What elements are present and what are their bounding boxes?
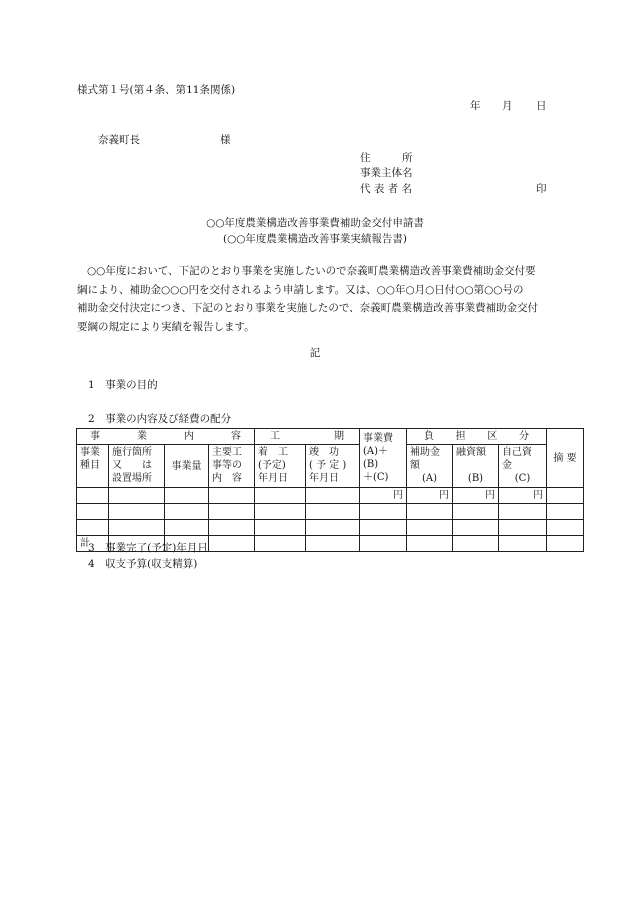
ki-heading: 記: [309, 347, 321, 359]
seal-mark: 印: [536, 183, 547, 195]
body-line: 補助金交付決定につき、下記のとおり事業を実施したので、奈義町農業構造改善事業費補助金交付: [77, 302, 539, 314]
body-line: 綱により、補助金○○○円を交付されるよう申請します。又は、○○年○月○日付○○第○○号の: [77, 283, 524, 296]
body-line: ○○年度において、下記のとおり事業を実施したいので奈義町農業構造改善事業費補助金交付要: [87, 265, 536, 277]
body-paragraph: [77, 262, 562, 336]
unit-cell: 円: [453, 488, 499, 504]
header-naiyou: 主要工 事等の 内 容: [209, 445, 255, 488]
unit-cell: 円: [407, 488, 453, 504]
header-jiko: 自己資 金 (C): [499, 445, 547, 488]
applicant-rep-label: 代 表 者 名: [360, 183, 413, 195]
expense-table: [76, 428, 584, 552]
date-day: 日: [536, 100, 547, 112]
body-line: 要綱の規定により実績を報告します。: [77, 320, 255, 333]
date-month: 月: [502, 100, 513, 112]
document-subtitle: (○○年度農業構造改善事業実績報告書): [222, 233, 408, 245]
header-tekiyou: 摘 要: [547, 429, 584, 488]
total-label: 計: [77, 536, 109, 552]
applicant-address-label: 住 所: [360, 152, 413, 164]
item-4: 4 収支予算(収支精算): [88, 558, 198, 570]
document-title: ○○年度農業構造改善事業費補助金交付申請書: [206, 217, 424, 229]
table-row: [77, 504, 584, 520]
date-year: 年: [470, 100, 481, 112]
header-ryou: 事業量: [165, 445, 209, 488]
header-shumoku: 事業 種目: [77, 445, 109, 488]
header-shunkou: 竣 功 ( 予 定 ) 年月日: [306, 445, 360, 488]
item-3: 3 事業完了(予定)年月日: [88, 542, 208, 554]
header-basho: 施行箇所 又 は 設置場所: [109, 445, 165, 488]
unit-cell: 円: [360, 488, 407, 504]
item-2: 2 事業の内容及び経費の配分: [88, 413, 232, 425]
addressee-honorific: 様: [220, 134, 231, 146]
item-1: 1 事業の目的: [88, 379, 158, 391]
form-label: 様式第１号(第４条、第11条関係): [77, 84, 236, 96]
header-hojo: 補助金 額 (A): [407, 445, 453, 488]
header-chakko: 着 工 (予定) 年月日: [255, 445, 306, 488]
header-yuushi: 融資額 (B): [453, 445, 499, 488]
table-row: [77, 488, 584, 504]
group-header-naiyou: 事 業 内 容: [77, 429, 255, 445]
addressee-name: 奈義町長: [98, 134, 140, 146]
header-jigyouhi: 事業費 (A)＋(B) ＋(C): [360, 429, 407, 488]
unit-cell: 円: [499, 488, 547, 504]
group-header-kouki: 工 期: [255, 429, 360, 445]
table-row: [77, 520, 584, 536]
group-header-futan: 負 担 区 分: [407, 429, 547, 445]
applicant-entity-label: 事業主体名: [360, 167, 413, 179]
